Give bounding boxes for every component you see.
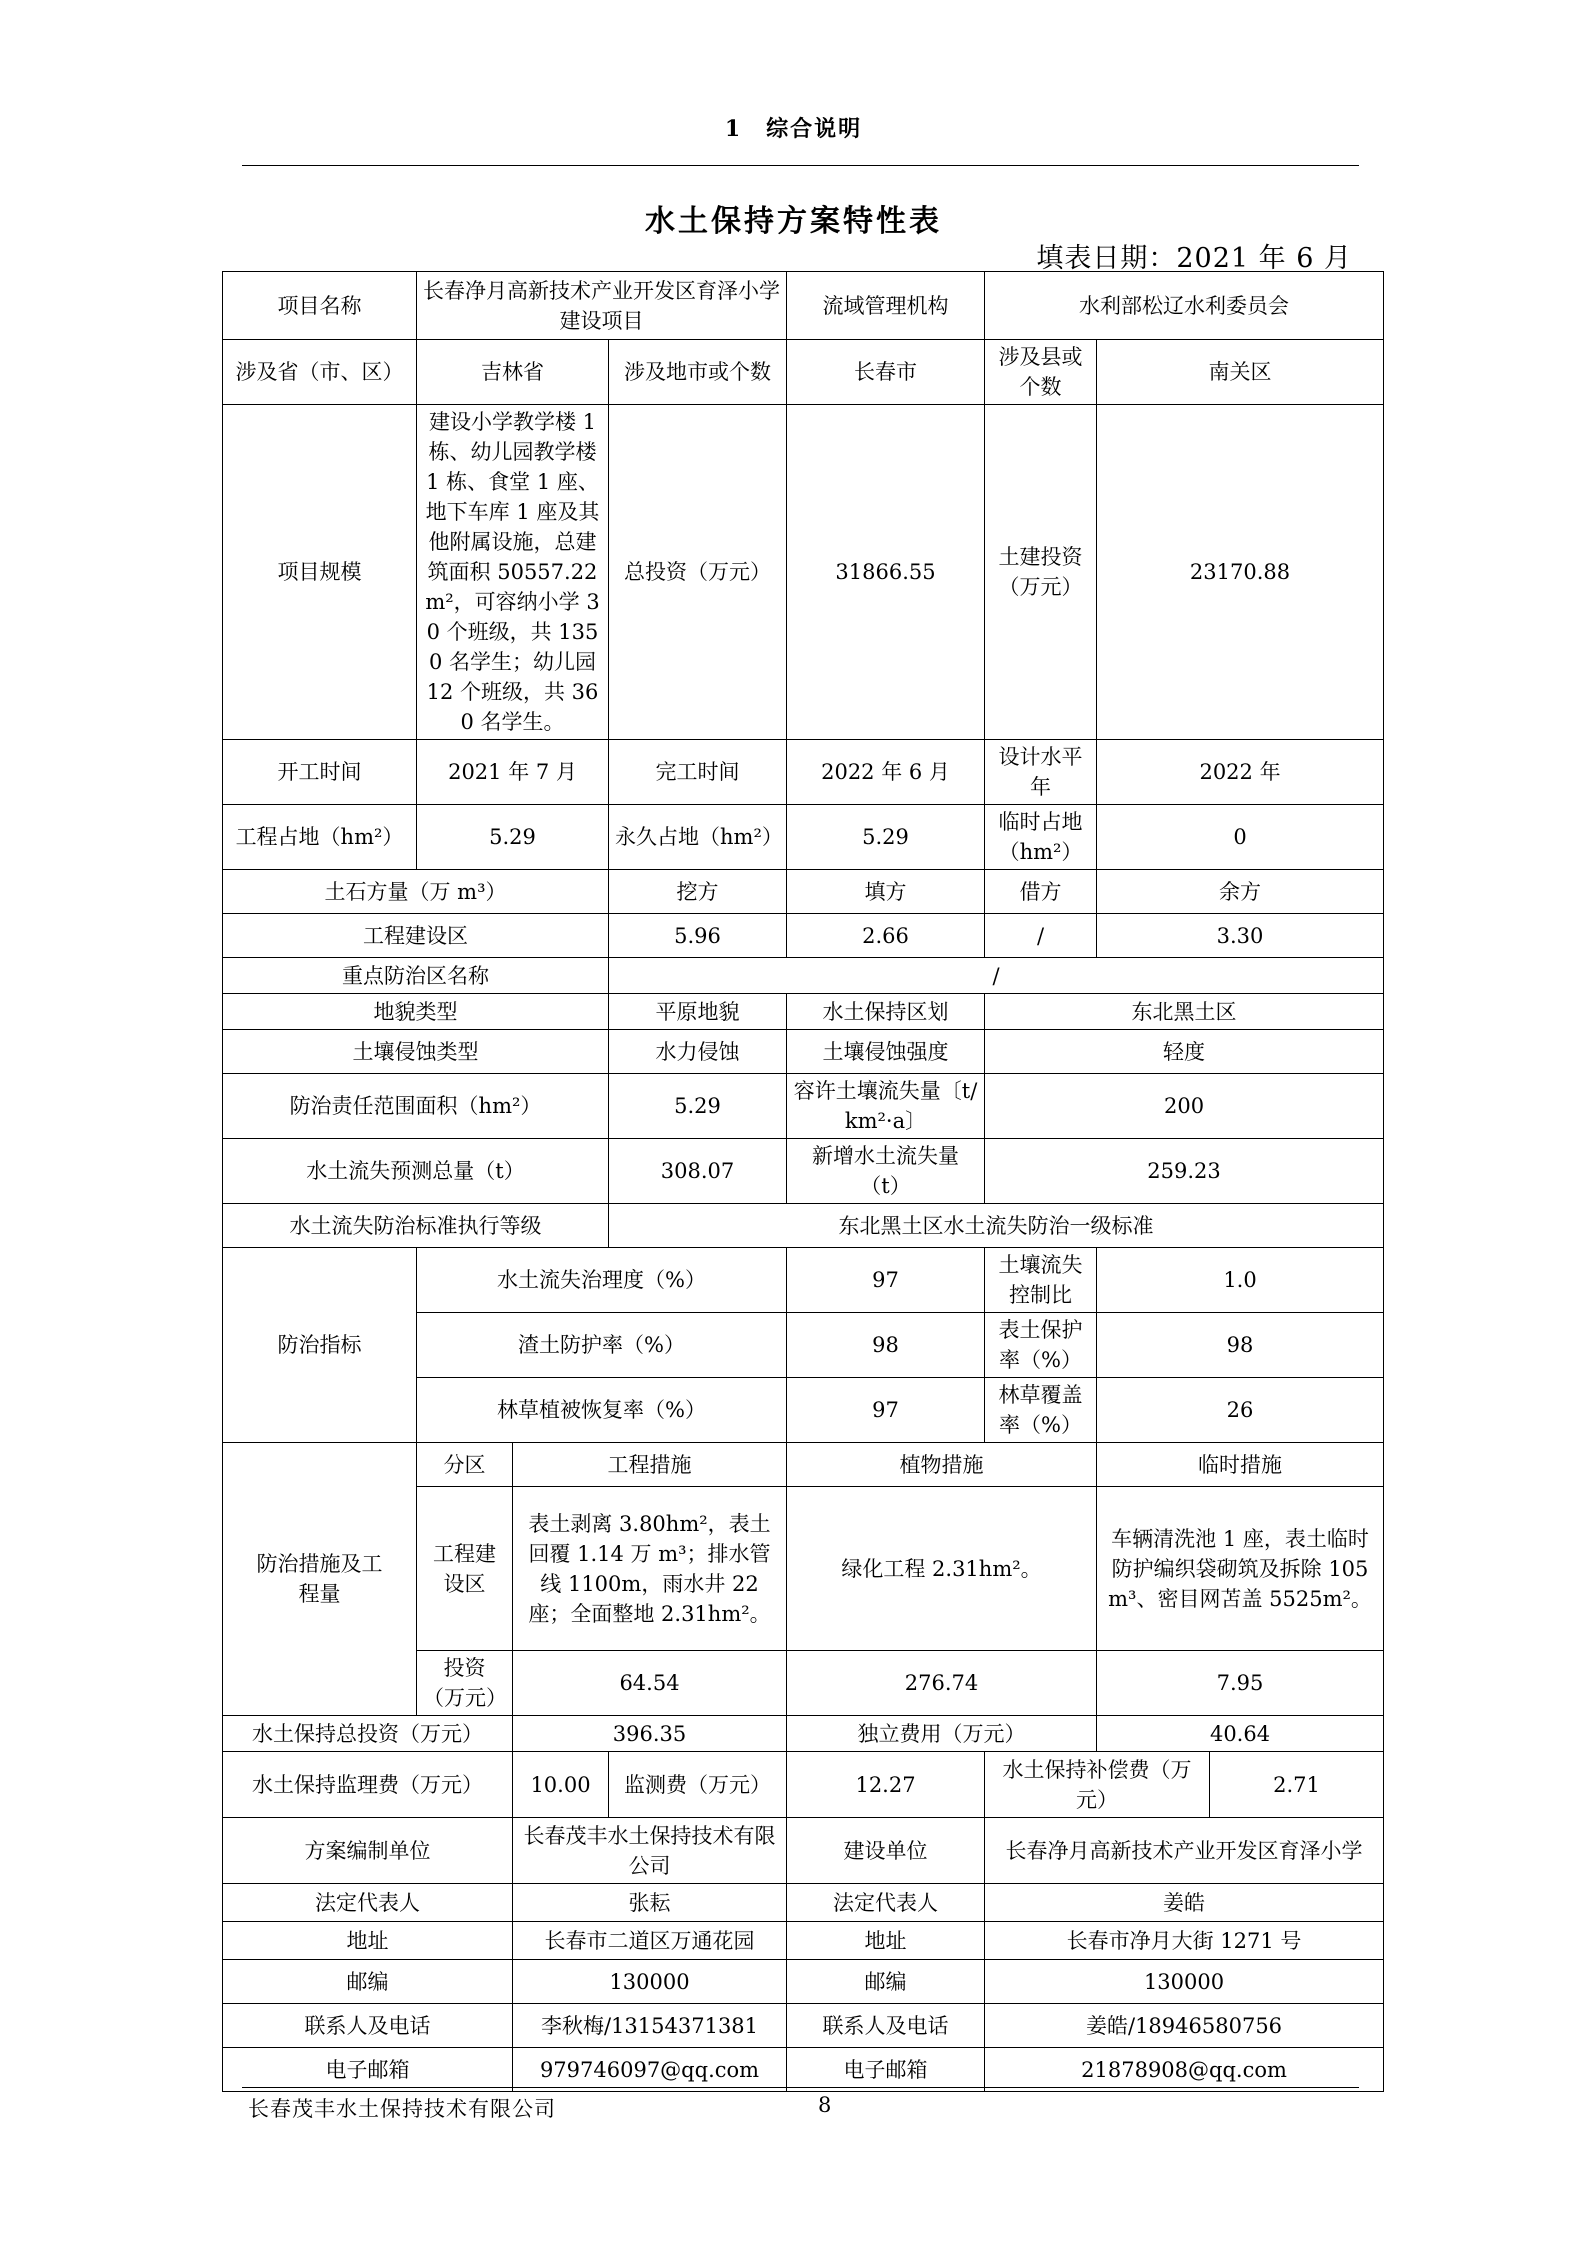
table-cell: 5.29 [417, 805, 609, 870]
table-cell: 2.71 [1210, 1752, 1384, 1818]
table-row [223, 1960, 1384, 2004]
table-cell: 土壤侵蚀强度 [787, 1030, 985, 1074]
table-cell: 工程占地（hm²） [223, 805, 417, 870]
table-cell: 建设小学教学楼 1 栋、幼儿园教学楼 1 栋、食堂 1 座、地下车库 1 座及其他附属设施，总建筑面积 50557.22m²，可容纳小学 30 个班级，共 1350 名学生；幼儿园 12 个班级，共 360 名学生。 [417, 405, 609, 740]
table-cell: 姜皓/18946580756 [985, 2004, 1384, 2048]
table-cell: 1.0 [1097, 1248, 1384, 1313]
table-cell: 工程建设区 [417, 1487, 513, 1651]
table-cell: 长春净月高新技术产业开发区育泽小学建设项目 [417, 272, 787, 340]
table-cell: 表土剥离 3.80hm²，表土回覆 1.14 万 m³；排水管线 1100m，雨水井 22 座；全面整地 2.31hm²。 [513, 1487, 787, 1651]
table-cell: 法定代表人 [223, 1884, 513, 1922]
table-cell: 地貌类型 [223, 994, 609, 1030]
table-cell: 林草覆盖率（%） [985, 1378, 1097, 1443]
table-cell: 水利部松辽水利委员会 [985, 272, 1384, 340]
table-cell: 396.35 [513, 1716, 787, 1752]
table-cell: 联系人及电话 [223, 2004, 513, 2048]
table-cell: 渣土防护率（%） [417, 1313, 787, 1378]
table-row [223, 2048, 1384, 2092]
table-cell: 工程措施 [513, 1443, 787, 1487]
table-cell: 完工时间 [609, 740, 787, 805]
table-cell: 长春市净月大街 1271 号 [985, 1922, 1384, 1960]
table-cell: 长春茂丰水土保持技术有限公司 [513, 1818, 787, 1884]
table-cell: 水土保持补偿费（万元） [985, 1752, 1210, 1818]
table-cell: 车辆清洗池 1 座，表土临时防护编织袋砌筑及拆除 105m³、密目网苫盖 5525m²。 [1097, 1487, 1384, 1651]
characteristics-table [222, 271, 1384, 2092]
table-cell: 涉及县或个数 [985, 340, 1097, 405]
table-cell: 临时占地（hm²） [985, 805, 1097, 870]
table-cell: 水土保持区划 [787, 994, 985, 1030]
table-cell: 平原地貌 [609, 994, 787, 1030]
table-cell: 7.95 [1097, 1651, 1384, 1716]
table-cell: 吉林省 [417, 340, 609, 405]
table-cell: 64.54 [513, 1651, 787, 1716]
table-cell: 临时措施 [1097, 1443, 1384, 1487]
table-row [223, 1884, 1384, 1922]
table-row [223, 1716, 1384, 1752]
table-cell: 12.27 [787, 1752, 985, 1818]
table-cell: 26 [1097, 1378, 1384, 1443]
table-cell: 电子邮箱 [223, 2048, 513, 2092]
table-cell: 东北黑土区水土流失防治一级标准 [609, 1204, 1384, 1248]
table-cell: 项目规模 [223, 405, 417, 740]
table-cell: 轻度 [985, 1030, 1384, 1074]
table-cell: 重点防治区名称 [223, 958, 609, 994]
table-row [223, 870, 1384, 914]
table-cell: 水土流失防治标准执行等级 [223, 1204, 609, 1248]
table-cell: 10.00 [513, 1752, 609, 1818]
table-cell: 张耘 [513, 1884, 787, 1922]
table-cell: 979746097@qq.com [513, 2048, 787, 2092]
table-row [223, 340, 1384, 405]
table-row [223, 914, 1384, 958]
table-cell: 植物措施 [787, 1443, 1097, 1487]
table-cell: 259.23 [985, 1139, 1384, 1204]
table-cell: 水土保持监理费（万元） [223, 1752, 513, 1818]
table-cell: 276.74 [787, 1651, 1097, 1716]
table-cell: 独立费用（万元） [787, 1716, 1097, 1752]
table-cell: 邮编 [787, 1960, 985, 2004]
table-cell: 东北黑土区 [985, 994, 1384, 1030]
table-row [223, 1443, 1384, 1487]
table-cell: 130000 [513, 1960, 787, 2004]
table-cell: 项目名称 [223, 272, 417, 340]
table-cell: 联系人及电话 [787, 2004, 985, 2048]
table-cell: 97 [787, 1248, 985, 1313]
table-row [223, 994, 1384, 1030]
table-cell: 3.30 [1097, 914, 1384, 958]
table-cell: 地址 [787, 1922, 985, 1960]
table-row [223, 958, 1384, 994]
table-cell: 新增水土流失量（t） [787, 1139, 985, 1204]
table-cell: 流域管理机构 [787, 272, 985, 340]
table-cell: 建设单位 [787, 1818, 985, 1884]
table-cell: 绿化工程 2.31hm²。 [787, 1487, 1097, 1651]
table-cell: 2.66 [787, 914, 985, 958]
table-cell: 法定代表人 [787, 1884, 985, 1922]
table-row [223, 1204, 1384, 1248]
fill-date: 填表日期：2021 年 6 月 [1036, 243, 1352, 274]
table-cell: 0 [1097, 805, 1384, 870]
table-row [223, 1030, 1384, 1074]
page-number: 8 [818, 2093, 832, 2117]
table-cell: 土壤侵蚀类型 [223, 1030, 609, 1074]
table-title: 水土保持方案特性表 [645, 204, 942, 239]
table-cell: 97 [787, 1378, 985, 1443]
table-row [223, 1922, 1384, 1960]
table-cell: 长春市 [787, 340, 985, 405]
table-cell: 40.64 [1097, 1716, 1384, 1752]
table-cell: 方案编制单位 [223, 1818, 513, 1884]
table-cell: 南关区 [1097, 340, 1384, 405]
table-cell: 130000 [985, 1960, 1384, 2004]
table-cell: 余方 [1097, 870, 1384, 914]
table-cell: 永久占地（hm²） [609, 805, 787, 870]
table-cell: 挖方 [609, 870, 787, 914]
table-cell: 设计水平年 [985, 740, 1097, 805]
table-row [223, 805, 1384, 870]
table-cell: 水土保持总投资（万元） [223, 1716, 513, 1752]
table-cell: 水土流失治理度（%） [417, 1248, 787, 1313]
table-cell: 表土保护率（%） [985, 1313, 1097, 1378]
table-cell: 防治责任范围面积（hm²） [223, 1074, 609, 1139]
table-row [223, 2004, 1384, 2048]
table-cell: 200 [985, 1074, 1384, 1139]
table-row [223, 405, 1384, 740]
table-cell: 长春市二道区万通花园 [513, 1922, 787, 1960]
table-row [223, 1752, 1384, 1818]
table-cell: 工程建设区 [223, 914, 609, 958]
table-cell: 5.29 [609, 1074, 787, 1139]
footer-company: 长春茂丰水土保持技术有限公司 [248, 2097, 556, 2121]
table-cell: 电子邮箱 [787, 2048, 985, 2092]
table-cell: 98 [1097, 1313, 1384, 1378]
table-cell: 涉及地市或个数 [609, 340, 787, 405]
table-row [223, 1818, 1384, 1884]
footer-rule [242, 2087, 1359, 2088]
table-cell: 98 [787, 1313, 985, 1378]
table-row [223, 1074, 1384, 1139]
table-cell: 投资（万元） [417, 1651, 513, 1716]
table-cell: 长春净月高新技术产业开发区育泽小学 [985, 1818, 1384, 1884]
table-cell: 2022 年 [1097, 740, 1384, 805]
table-row [223, 1139, 1384, 1204]
table-row [223, 1248, 1384, 1313]
table-cell: 2022 年 6 月 [787, 740, 985, 805]
table-cell: 防治措施及工程量 [223, 1443, 417, 1716]
table-cell: 2021 年 7 月 [417, 740, 609, 805]
table-cell: 分区 [417, 1443, 513, 1487]
table-cell: / [985, 914, 1097, 958]
table-cell: 填方 [787, 870, 985, 914]
table-cell: 开工时间 [223, 740, 417, 805]
table-cell: 防治指标 [223, 1248, 417, 1443]
table-cell: 地址 [223, 1922, 513, 1960]
table-cell: 水土流失预测总量（t） [223, 1139, 609, 1204]
table-cell: 李秋梅/13154371381 [513, 2004, 787, 2048]
page-header: 1 综合说明 [724, 116, 863, 142]
table-cell: 土壤流失控制比 [985, 1248, 1097, 1313]
header-rule [242, 165, 1359, 166]
table-row [223, 272, 1384, 340]
table-cell: / [609, 958, 1384, 994]
table-cell: 土建投资（万元） [985, 405, 1097, 740]
table-cell: 31866.55 [787, 405, 985, 740]
table-cell: 姜皓 [985, 1884, 1384, 1922]
table-cell: 林草植被恢复率（%） [417, 1378, 787, 1443]
table-row [223, 740, 1384, 805]
table-cell: 5.29 [787, 805, 985, 870]
table-cell: 23170.88 [1097, 405, 1384, 740]
table-cell: 借方 [985, 870, 1097, 914]
table-cell: 总投资（万元） [609, 405, 787, 740]
table-cell: 21878908@qq.com [985, 2048, 1384, 2092]
table-cell: 邮编 [223, 1960, 513, 2004]
table-cell: 土石方量（万 m³） [223, 870, 609, 914]
table-cell: 5.96 [609, 914, 787, 958]
table-cell: 308.07 [609, 1139, 787, 1204]
table-cell: 容许土壤流失量〔t/km²·a〕 [787, 1074, 985, 1139]
table-cell: 水力侵蚀 [609, 1030, 787, 1074]
table-cell: 涉及省（市、区） [223, 340, 417, 405]
table-cell: 监测费（万元） [609, 1752, 787, 1818]
